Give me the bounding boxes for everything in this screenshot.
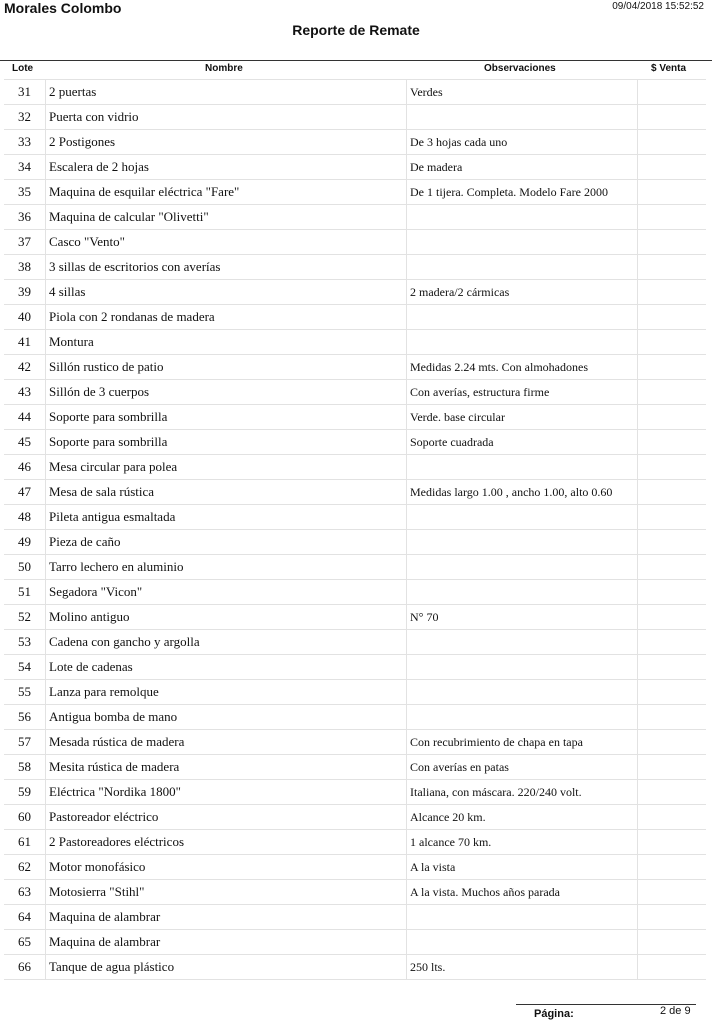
cell-nombre: Sillón rustico de patio <box>46 355 407 380</box>
cell-nombre: Escalera de 2 hojas <box>46 155 407 180</box>
cell-lote: 37 <box>4 230 46 255</box>
table-row <box>4 355 706 380</box>
table-row <box>4 330 706 355</box>
cell-nombre: Eléctrica "Nordika 1800" <box>46 780 407 805</box>
cell-nombre: 2 puertas <box>46 80 407 105</box>
column-header-nombre: Nombre <box>205 63 243 74</box>
cell-lote: 51 <box>4 580 46 605</box>
cell-lote: 60 <box>4 805 46 830</box>
cell-venta <box>638 380 707 405</box>
cell-observaciones <box>407 680 638 705</box>
cell-venta <box>638 355 707 380</box>
cell-nombre: Motor monofásico <box>46 855 407 880</box>
cell-observaciones: De 1 tijera. Completa. Modelo Fare 2000 <box>407 180 638 205</box>
table-row <box>4 255 706 280</box>
cell-nombre: 4 sillas <box>46 280 407 305</box>
cell-lote: 61 <box>4 830 46 855</box>
cell-lote: 57 <box>4 730 46 755</box>
cell-observaciones: A la vista <box>407 855 638 880</box>
cell-nombre: Mesada rústica de madera <box>46 730 407 755</box>
cell-lote: 39 <box>4 280 46 305</box>
cell-venta <box>638 180 707 205</box>
table-row <box>4 205 706 230</box>
cell-observaciones: Medidas largo 1.00 , ancho 1.00, alto 0.60 <box>407 480 638 505</box>
cell-observaciones: Con averías en patas <box>407 755 638 780</box>
cell-venta <box>638 605 707 630</box>
page-label: Página: <box>534 1008 574 1020</box>
cell-venta <box>638 905 707 930</box>
cell-nombre: Sillón de 3 cuerpos <box>46 380 407 405</box>
cell-observaciones <box>407 330 638 355</box>
cell-lote: 41 <box>4 330 46 355</box>
cell-lote: 64 <box>4 905 46 930</box>
table-row <box>4 955 706 980</box>
cell-observaciones: Alcance 20 km. <box>407 805 638 830</box>
cell-venta <box>638 955 707 980</box>
cell-observaciones: Italiana, con máscara. 220/240 volt. <box>407 780 638 805</box>
cell-nombre: Cadena con gancho y argolla <box>46 630 407 655</box>
cell-venta <box>638 205 707 230</box>
table-row <box>4 830 706 855</box>
cell-venta <box>638 505 707 530</box>
page-number: 2 de 9 <box>660 1005 691 1017</box>
cell-lote: 48 <box>4 505 46 530</box>
cell-venta <box>638 430 707 455</box>
cell-nombre: 2 Pastoreadores eléctricos <box>46 830 407 855</box>
cell-nombre: Soporte para sombrilla <box>46 430 407 455</box>
cell-venta <box>638 230 707 255</box>
column-header-venta: $ Venta <box>651 63 687 74</box>
cell-venta <box>638 630 707 655</box>
cell-observaciones <box>407 630 638 655</box>
cell-observaciones: Medidas 2.24 mts. Con almohadones <box>407 355 638 380</box>
column-headers <box>0 60 712 77</box>
cell-venta <box>638 705 707 730</box>
cell-venta <box>638 480 707 505</box>
cell-lote: 55 <box>4 680 46 705</box>
cell-nombre: Soporte para sombrilla <box>46 405 407 430</box>
table-row <box>4 730 706 755</box>
cell-nombre: Tarro lechero en aluminio <box>46 555 407 580</box>
table-row <box>4 680 706 705</box>
cell-nombre: 2 Postigones <box>46 130 407 155</box>
cell-nombre: Puerta con vidrio <box>46 105 407 130</box>
cell-nombre: Mesa circular para polea <box>46 455 407 480</box>
cell-lote: 35 <box>4 180 46 205</box>
cell-nombre: Mesita rústica de madera <box>46 755 407 780</box>
cell-lote: 50 <box>4 555 46 580</box>
report-title: Reporte de Remate <box>292 22 420 38</box>
cell-nombre: Casco "Vento" <box>46 230 407 255</box>
cell-nombre: Lanza para remolque <box>46 680 407 705</box>
cell-lote: 47 <box>4 480 46 505</box>
cell-venta <box>638 555 707 580</box>
cell-nombre: Antigua bomba de mano <box>46 705 407 730</box>
table-row <box>4 805 706 830</box>
cell-observaciones <box>407 105 638 130</box>
table-row <box>4 455 706 480</box>
cell-venta <box>638 155 707 180</box>
table-row <box>4 430 706 455</box>
cell-observaciones <box>407 455 638 480</box>
cell-observaciones: De madera <box>407 155 638 180</box>
cell-observaciones: 250 lts. <box>407 955 638 980</box>
column-header-lote: Lote <box>12 63 34 74</box>
cell-venta <box>638 80 707 105</box>
table-row <box>4 380 706 405</box>
table-row <box>4 155 706 180</box>
cell-nombre: Maquina de calcular "Olivetti" <box>46 205 407 230</box>
cell-lote: 52 <box>4 605 46 630</box>
cell-lote: 62 <box>4 855 46 880</box>
cell-observaciones <box>407 930 638 955</box>
cell-observaciones <box>407 530 638 555</box>
table-row <box>4 605 706 630</box>
cell-observaciones: N° 70 <box>407 605 638 630</box>
cell-nombre: Pastoreador eléctrico <box>46 805 407 830</box>
cell-lote: 43 <box>4 380 46 405</box>
cell-venta <box>638 780 707 805</box>
cell-lote: 34 <box>4 155 46 180</box>
cell-venta <box>638 930 707 955</box>
cell-observaciones: 1 alcance 70 km. <box>407 830 638 855</box>
cell-observaciones <box>407 580 638 605</box>
table-row <box>4 105 706 130</box>
cell-observaciones <box>407 230 638 255</box>
cell-lote: 33 <box>4 130 46 155</box>
column-header-observaciones: Observaciones <box>484 63 556 74</box>
cell-lote: 63 <box>4 880 46 905</box>
cell-lote: 58 <box>4 755 46 780</box>
cell-observaciones <box>407 905 638 930</box>
table-row <box>4 705 706 730</box>
cell-venta <box>638 830 707 855</box>
table-row <box>4 555 706 580</box>
cell-observaciones <box>407 505 638 530</box>
cell-venta <box>638 455 707 480</box>
cell-lote: 53 <box>4 630 46 655</box>
table-row <box>4 880 706 905</box>
cell-lote: 31 <box>4 80 46 105</box>
cell-venta <box>638 655 707 680</box>
cell-lote: 32 <box>4 105 46 130</box>
cell-nombre: Segadora "Vicon" <box>46 580 407 605</box>
cell-observaciones: Con recubrimiento de chapa en tapa <box>407 730 638 755</box>
table-row <box>4 280 706 305</box>
table-row <box>4 80 706 105</box>
auction-table-body <box>4 80 706 980</box>
cell-observaciones <box>407 655 638 680</box>
table-row <box>4 305 706 330</box>
cell-venta <box>638 880 707 905</box>
cell-observaciones <box>407 205 638 230</box>
cell-observaciones: Verde. base circular <box>407 405 638 430</box>
table-row <box>4 480 706 505</box>
table-row <box>4 655 706 680</box>
table-row <box>4 530 706 555</box>
table-row <box>4 180 706 205</box>
cell-nombre: Maquina de alambrar <box>46 905 407 930</box>
table-row <box>4 630 706 655</box>
cell-venta <box>638 755 707 780</box>
cell-nombre: 3 sillas de escritorios con averías <box>46 255 407 280</box>
table-row <box>4 405 706 430</box>
cell-observaciones: Soporte cuadrada <box>407 430 638 455</box>
cell-lote: 46 <box>4 455 46 480</box>
cell-observaciones: Con averías, estructura firme <box>407 380 638 405</box>
cell-nombre: Montura <box>46 330 407 355</box>
cell-nombre: Piola con 2 rondanas de madera <box>46 305 407 330</box>
cell-observaciones <box>407 705 638 730</box>
cell-venta <box>638 680 707 705</box>
cell-nombre: Motosierra "Stihl" <box>46 880 407 905</box>
cell-nombre: Molino antiguo <box>46 605 407 630</box>
cell-venta <box>638 855 707 880</box>
cell-lote: 56 <box>4 705 46 730</box>
cell-lote: 59 <box>4 780 46 805</box>
cell-venta <box>638 280 707 305</box>
cell-nombre: Maquina de esquilar eléctrica "Fare" <box>46 180 407 205</box>
table-row <box>4 505 706 530</box>
table-row <box>4 580 706 605</box>
table-row <box>4 930 706 955</box>
cell-lote: 49 <box>4 530 46 555</box>
table-row <box>4 855 706 880</box>
cell-venta <box>638 730 707 755</box>
cell-nombre: Pieza de caño <box>46 530 407 555</box>
report-datetime: 09/04/2018 15:52:52 <box>612 1 704 12</box>
cell-lote: 36 <box>4 205 46 230</box>
cell-observaciones <box>407 255 638 280</box>
cell-observaciones <box>407 555 638 580</box>
table-row <box>4 230 706 255</box>
cell-venta <box>638 805 707 830</box>
company-name: Morales Colombo <box>4 0 122 16</box>
cell-lote: 38 <box>4 255 46 280</box>
cell-venta <box>638 130 707 155</box>
cell-observaciones <box>407 305 638 330</box>
cell-observaciones: De 3 hojas cada uno <box>407 130 638 155</box>
cell-venta <box>638 405 707 430</box>
cell-venta <box>638 580 707 605</box>
cell-lote: 44 <box>4 405 46 430</box>
table-row <box>4 905 706 930</box>
cell-venta <box>638 255 707 280</box>
cell-nombre: Maquina de alambrar <box>46 930 407 955</box>
cell-venta <box>638 330 707 355</box>
cell-nombre: Tanque de agua plástico <box>46 955 407 980</box>
cell-lote: 66 <box>4 955 46 980</box>
cell-observaciones: Verdes <box>407 80 638 105</box>
table-row <box>4 780 706 805</box>
cell-nombre: Lote de cadenas <box>46 655 407 680</box>
cell-nombre: Pileta antigua esmaltada <box>46 505 407 530</box>
cell-lote: 65 <box>4 930 46 955</box>
table-row <box>4 130 706 155</box>
cell-nombre: Mesa de sala rústica <box>46 480 407 505</box>
cell-lote: 54 <box>4 655 46 680</box>
cell-venta <box>638 105 707 130</box>
cell-observaciones: 2 madera/2 cármicas <box>407 280 638 305</box>
cell-lote: 40 <box>4 305 46 330</box>
cell-venta <box>638 530 707 555</box>
cell-lote: 42 <box>4 355 46 380</box>
auction-table <box>4 79 706 980</box>
cell-observaciones: A la vista. Muchos años parada <box>407 880 638 905</box>
table-row <box>4 755 706 780</box>
cell-lote: 45 <box>4 430 46 455</box>
cell-venta <box>638 305 707 330</box>
